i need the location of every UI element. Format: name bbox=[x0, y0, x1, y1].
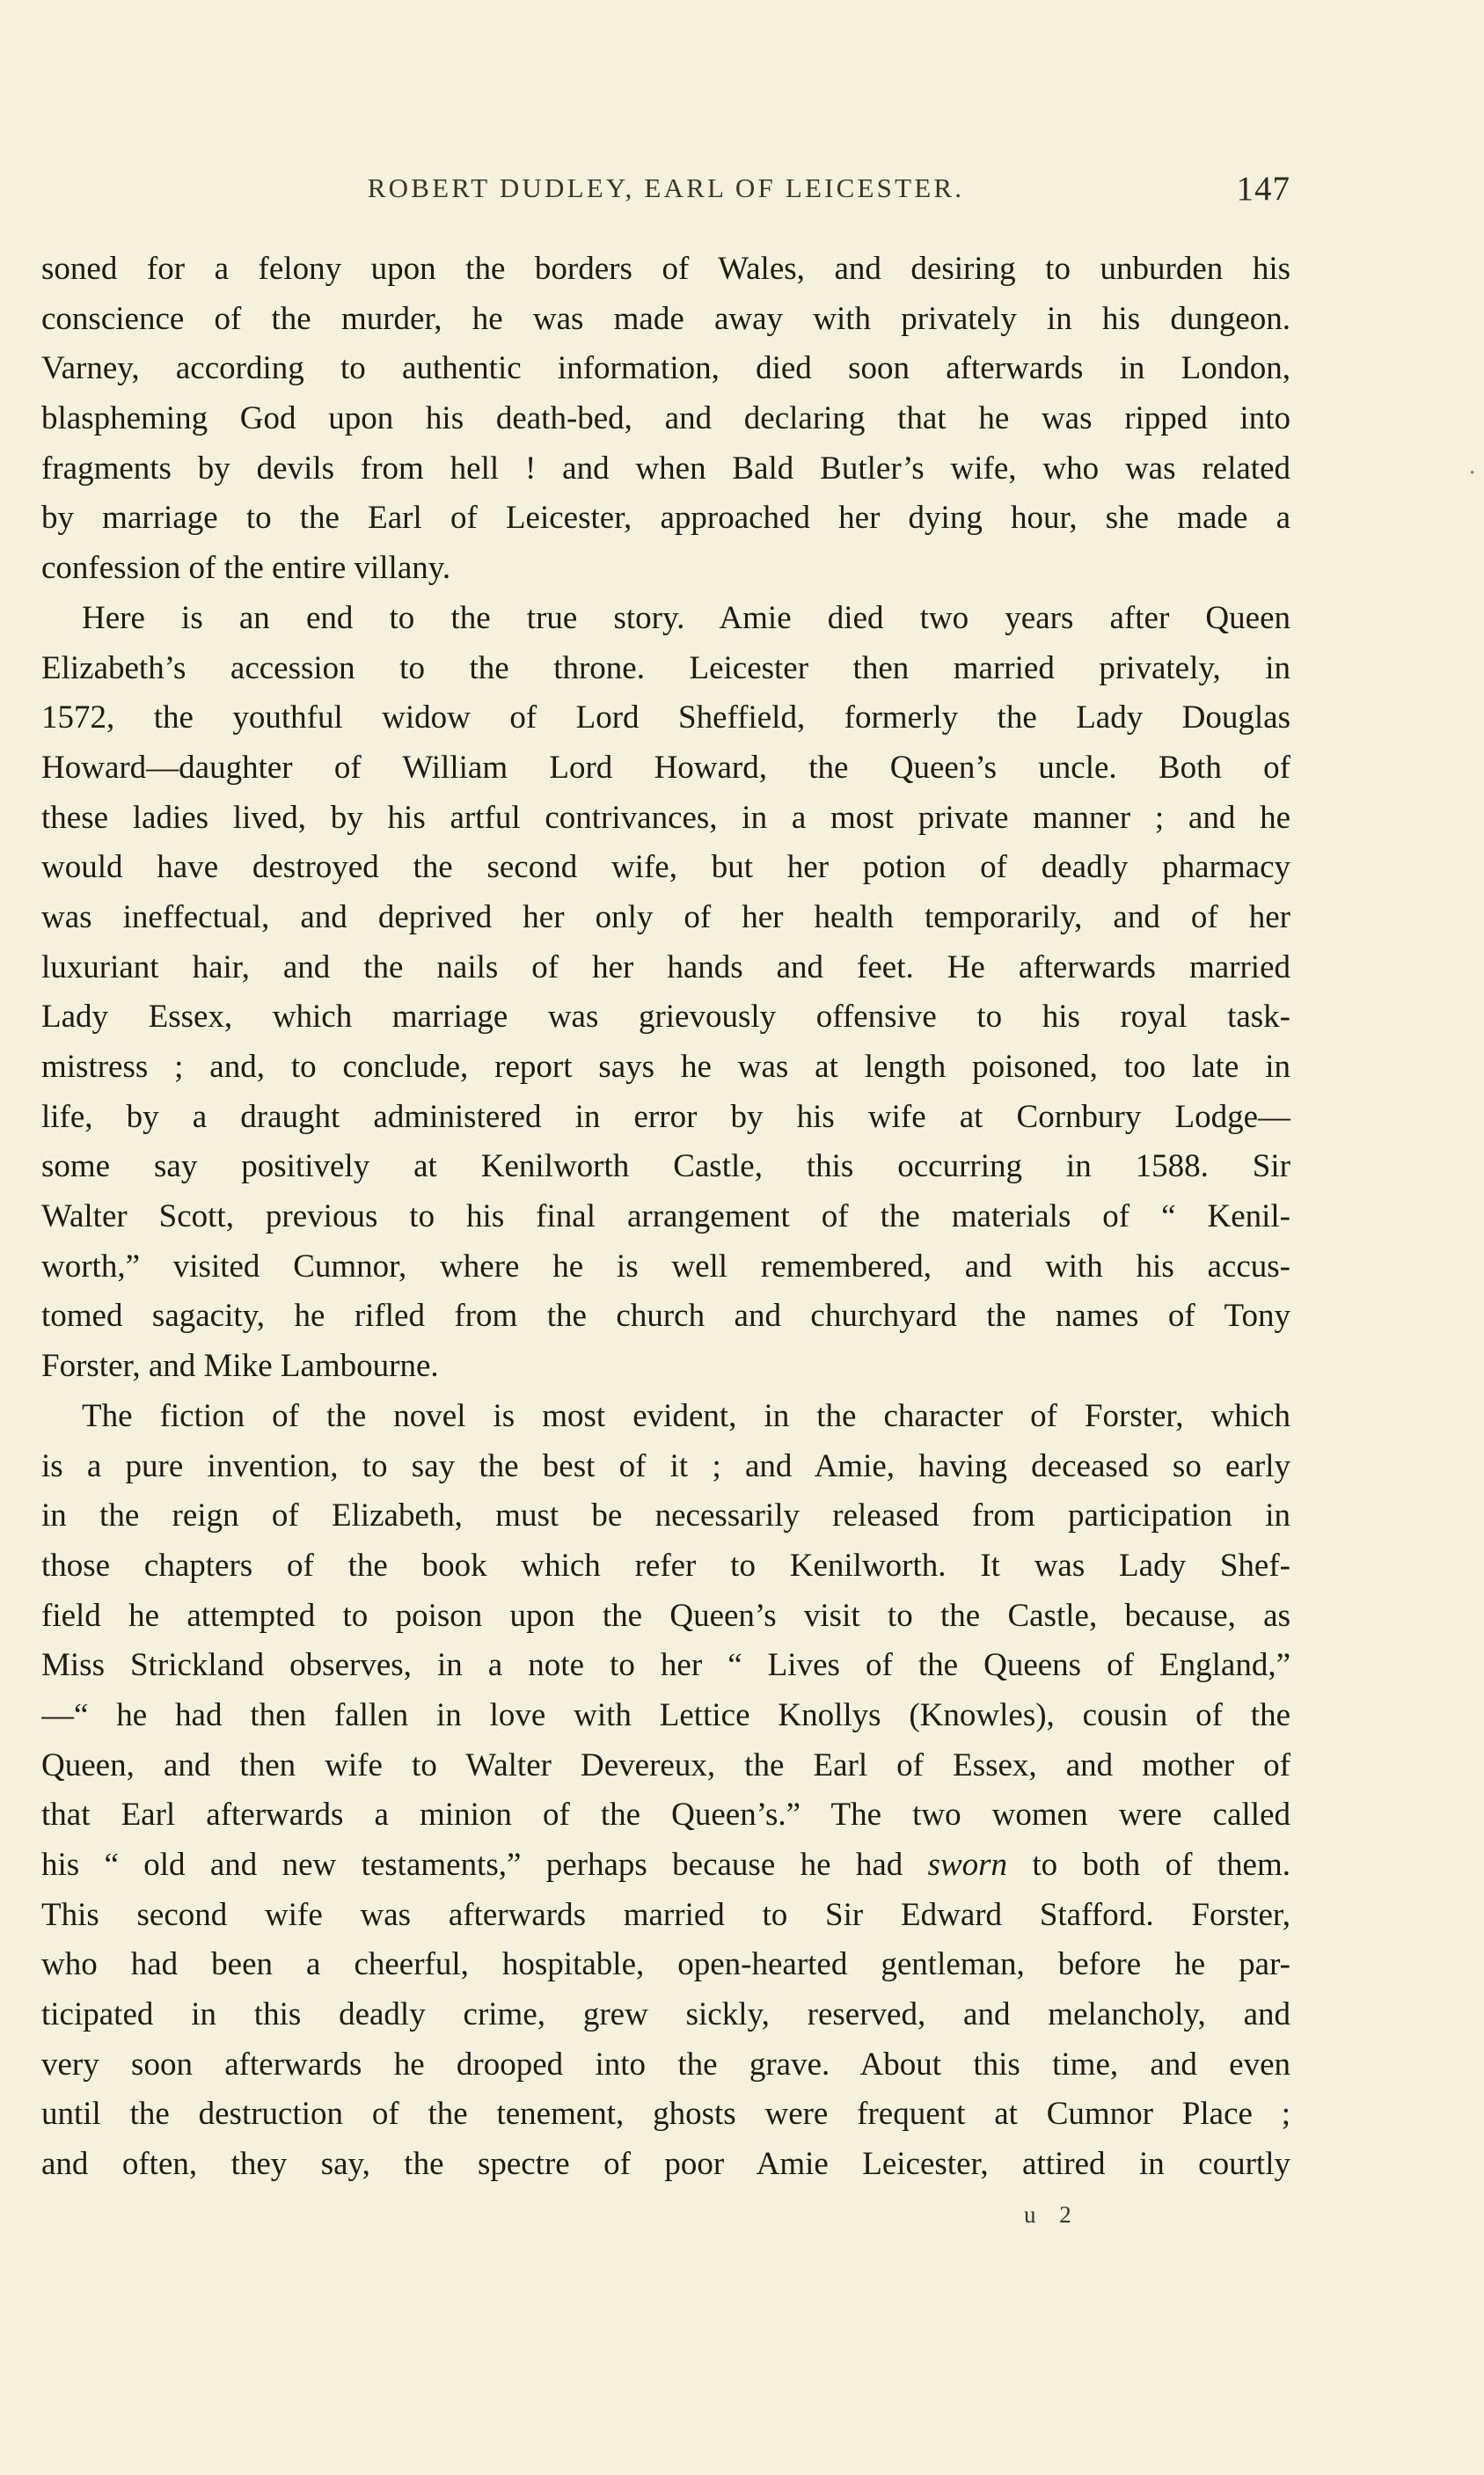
text-segment: soned for a felony upon the borders of Wales, and desiring to unburden his bbox=[41, 251, 1290, 287]
running-title: ROBERT DUDLEY, EARL OF LEICESTER. bbox=[367, 172, 965, 203]
page-number: 147 bbox=[1236, 170, 1290, 208]
text-line bbox=[41, 1093, 1290, 1143]
text-segment: conscience of the murder, he was made away with privately in his dungeon. bbox=[41, 300, 1290, 337]
text-line bbox=[41, 594, 1290, 644]
text-segment: life, by a draught administered in error by his wife at Cornbury Lodge— bbox=[41, 1098, 1290, 1135]
text-line bbox=[41, 1392, 1290, 1442]
text-segment: in the reign of Elizabeth, must be necessarily released from participation in bbox=[41, 1497, 1290, 1534]
text-line bbox=[41, 544, 1290, 594]
text-segment: Walter Scott, previous to his final arrangement of the materials of “ Kenil- bbox=[41, 1198, 1290, 1235]
text-line bbox=[41, 1990, 1290, 2040]
text-line bbox=[41, 843, 1290, 893]
text-segment: to both of them. bbox=[1007, 1847, 1290, 1883]
text-segment: would have destroyed the second wife, but her potion of deadly pharmacy bbox=[41, 849, 1290, 886]
text-segment: these ladies lived, by his artful contrivances, in a most private manner ; and he bbox=[41, 799, 1290, 836]
text-line bbox=[41, 893, 1290, 943]
text-segment: —“ he had then fallen in love with Lettice Knollys (Knowles), cousin of the bbox=[41, 1696, 1290, 1733]
text-line bbox=[41, 1491, 1290, 1541]
text-segment: blaspheming God upon his death-bed, and declaring that he was ripped into bbox=[41, 400, 1290, 437]
body-text bbox=[41, 245, 1290, 2190]
text-line bbox=[41, 394, 1290, 444]
text-segment: those chapters of the book which refer to Kenilworth. It was Lady Shef- bbox=[41, 1547, 1290, 1584]
text-segment: mistress ; and, to conclude, report says he was at length poisoned, too late in bbox=[41, 1049, 1290, 1085]
text-line bbox=[41, 1342, 1290, 1392]
text-line bbox=[41, 1790, 1290, 1841]
text-line bbox=[41, 693, 1290, 743]
text-segment: 1572, the youthful widow of Lord Sheffield, formerly the Lady Douglas bbox=[41, 699, 1290, 736]
text-line bbox=[41, 794, 1290, 844]
text-line bbox=[41, 444, 1290, 494]
running-head bbox=[41, 172, 1290, 216]
text-line bbox=[41, 1592, 1290, 1642]
text-segment: Here is an end to the true story. Amie died two years after Queen bbox=[82, 599, 1290, 636]
text-segment: The fiction of the novel is most evident, in the character of Forster, which bbox=[82, 1397, 1290, 1434]
margin-fleck: • bbox=[1470, 466, 1475, 480]
text-segment: by marriage to the Earl of Leicester, approached her dying hour, she made a bbox=[41, 500, 1290, 537]
text-segment: is a pure invention, to say the best of it ; and Amie, having deceased so early bbox=[41, 1447, 1290, 1484]
text-line bbox=[41, 1940, 1290, 1990]
text-line bbox=[41, 743, 1290, 794]
text-segment: his “ old and new testaments,” perhaps because he had bbox=[41, 1847, 928, 1883]
text-segment: was ineffectual, and deprived her only of her health temporarily, and of her bbox=[41, 898, 1290, 935]
text-line bbox=[41, 992, 1290, 1043]
text-line bbox=[41, 644, 1290, 694]
text-line bbox=[41, 1043, 1290, 1093]
text-segment: fragments by devils from hell ! and when Bald Butler’s wife, who was related bbox=[41, 450, 1290, 487]
text-line bbox=[41, 943, 1290, 993]
text-segment: Elizabeth’s accession to the throne. Leicester then married privately, in bbox=[41, 649, 1290, 686]
text-line bbox=[41, 1541, 1290, 1592]
text-segment: Miss Strickland observes, in a note to her “ Lives of the Queens of England,” bbox=[41, 1647, 1290, 1684]
text-segment: tomed sagacity, he rifled from the church and churchyard the names of Tony bbox=[41, 1298, 1290, 1335]
text-segment: field he attempted to poison upon the Queen’s visit to the Castle, because, as bbox=[41, 1597, 1290, 1634]
text-line bbox=[41, 1442, 1290, 1492]
text-segment: Forster, and Mike Lambourne. bbox=[41, 1348, 439, 1385]
text-segment: very soon afterwards he drooped into the grave. About this time, and even bbox=[41, 2046, 1290, 2083]
text-line bbox=[41, 1242, 1290, 1292]
text-line bbox=[41, 245, 1290, 295]
text-line bbox=[41, 2140, 1290, 2190]
text-line bbox=[41, 1192, 1290, 1242]
text-line bbox=[41, 344, 1290, 394]
text-segment: worth,” visited Cumnor, where he is well remembered, and with his accus- bbox=[41, 1248, 1290, 1285]
text-line bbox=[41, 1691, 1290, 1741]
text-segment: Queen, and then wife to Walter Devereux, the Earl of Essex, and mother of bbox=[41, 1746, 1290, 1783]
text-segment: who had been a cheerful, hospitable, open-hearted gentleman, before he par- bbox=[41, 1946, 1290, 1983]
text-segment: Varney, according to authentic information, died soon afterwards in London, bbox=[41, 350, 1290, 387]
text-line bbox=[41, 2090, 1290, 2140]
text-line bbox=[41, 1741, 1290, 1791]
text-line bbox=[41, 494, 1290, 544]
text-line bbox=[41, 1841, 1290, 1891]
text-segment: confession of the entire villany. bbox=[41, 550, 451, 587]
text-line bbox=[41, 2040, 1290, 2091]
italic-word: sworn bbox=[927, 1847, 1008, 1883]
text-line bbox=[41, 295, 1290, 345]
text-line bbox=[41, 1142, 1290, 1192]
text-segment: that Earl afterwards a minion of the Queen’s.” The two women were called bbox=[41, 1797, 1290, 1834]
text-segment: Howard—daughter of William Lord Howard, the Queen’s uncle. Both of bbox=[41, 749, 1290, 786]
text-segment: Lady Essex, which marriage was grievously offensive to his royal task- bbox=[41, 999, 1290, 1036]
text-segment: This second wife was afterwards married to Sir Edward Stafford. Forster, bbox=[41, 1896, 1290, 1933]
text-segment: luxuriant hair, and the nails of her hands and feet. He afterwards married bbox=[41, 948, 1290, 985]
text-line bbox=[41, 1641, 1290, 1691]
text-line bbox=[41, 1891, 1290, 1941]
text-line bbox=[41, 1292, 1290, 1342]
text-segment: some say positively at Kenilworth Castle, this occurring in 1588. Sir bbox=[41, 1148, 1290, 1185]
signature-mark: u 2 bbox=[1024, 2201, 1080, 2228]
text-segment: and often, they say, the spectre of poor Amie Leicester, attired in courtly bbox=[41, 2146, 1290, 2183]
text-segment: until the destruction of the tenement, ghosts were frequent at Cumnor Place ; bbox=[41, 2096, 1290, 2133]
text-segment: ticipated in this deadly crime, grew sickly, reserved, and melancholy, and bbox=[41, 1996, 1290, 2033]
